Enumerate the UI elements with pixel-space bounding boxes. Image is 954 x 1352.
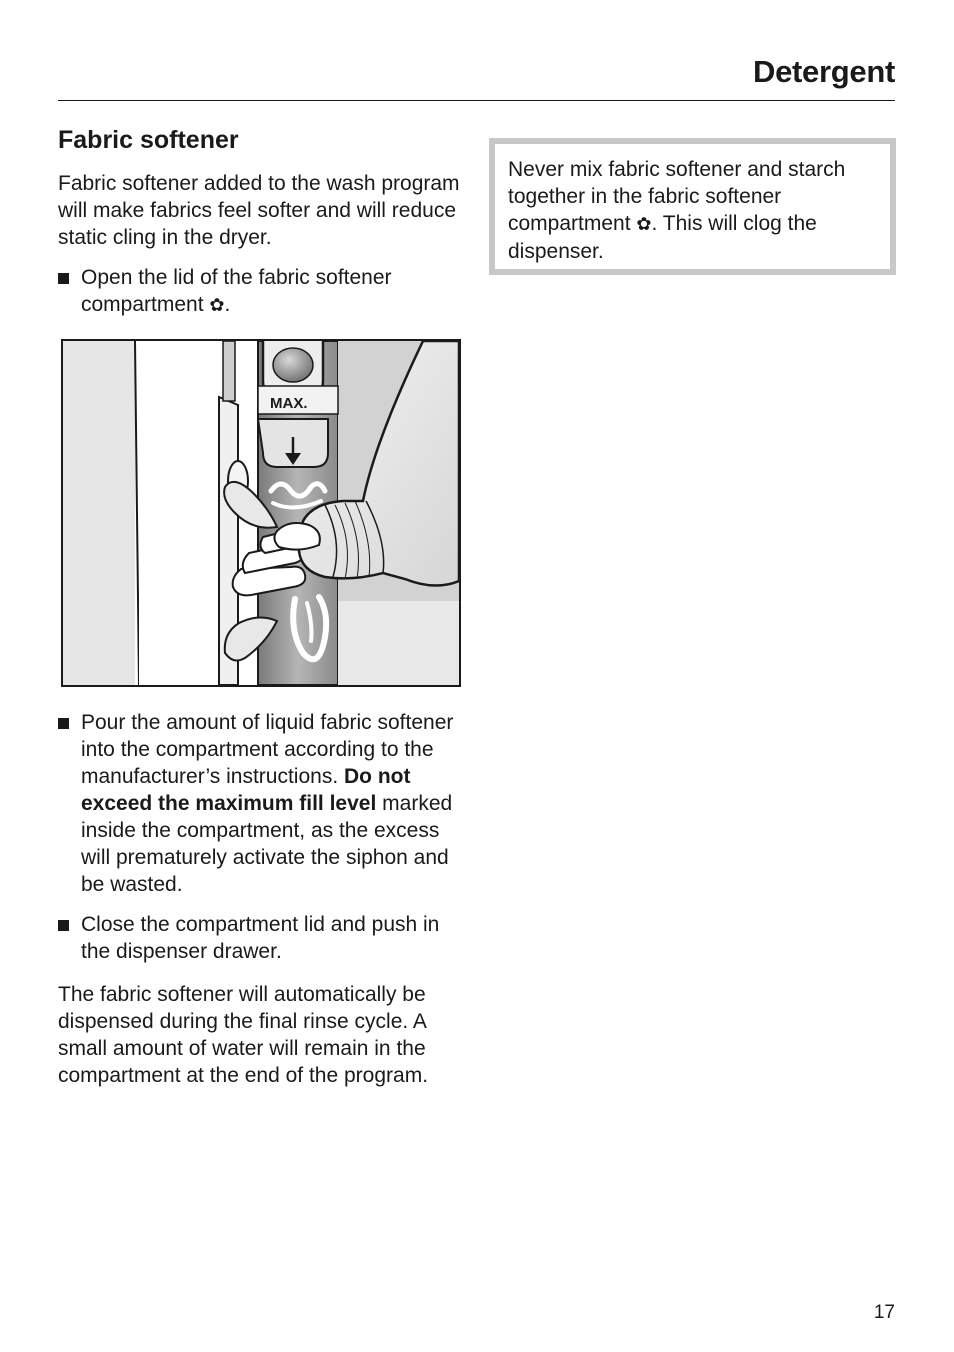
bullet-square-icon bbox=[58, 273, 69, 284]
warning-note-box bbox=[489, 138, 896, 275]
warning-note-text bbox=[508, 156, 877, 265]
closing-paragraph: The fabric softener will automatically be dispensed during the final rinse cycle. A small amount of water will remain in the compartment at the end of the program. bbox=[58, 983, 429, 1087]
intro-paragraph: Fabric softener added to the wash program will make fabrics feel softer and will reduce static cling in the dryer. bbox=[58, 172, 460, 249]
dispenser-illustration bbox=[61, 339, 461, 687]
page-header bbox=[58, 40, 895, 101]
note-text-before: Never mix fabric softener and starch together in the fabric softener compartment bbox=[508, 158, 846, 235]
step-pour-softener bbox=[58, 709, 473, 898]
step-close-lid bbox=[58, 911, 473, 965]
step-close-lid-text: Close the compartment lid and push in the dispenser drawer. bbox=[81, 913, 440, 963]
fabric-softener-symbol-icon: ✿ bbox=[636, 214, 652, 234]
step-pour-text-before: Pour the amount of liquid fabric softener into the compartment according to the manufacturer’s instructions. bbox=[81, 711, 454, 788]
step-open-lid-text: Open the lid of the fabric softener compartment bbox=[81, 266, 392, 316]
step-open-lid-end: . bbox=[224, 293, 231, 316]
left-column bbox=[58, 124, 473, 1089]
step-pour-text-after: marked inside the compartment, as the excess will prematurely activate the siphon and be wasted. bbox=[81, 792, 453, 896]
note-text-after: . This will clog the dispenser. bbox=[508, 212, 817, 263]
max-fill-label: MAX. bbox=[270, 395, 308, 412]
bullet-square-icon bbox=[58, 718, 69, 729]
step-pour-warning: Do not exceed the maximum fill level bbox=[81, 765, 411, 815]
fabric-softener-symbol-icon: ✿ bbox=[209, 295, 225, 315]
page-number: 17 bbox=[873, 1302, 895, 1323]
page-title: Detergent bbox=[753, 54, 895, 89]
section-heading: Fabric softener bbox=[58, 126, 239, 154]
bullet-square-icon bbox=[58, 920, 69, 931]
step-open-lid bbox=[58, 264, 473, 319]
